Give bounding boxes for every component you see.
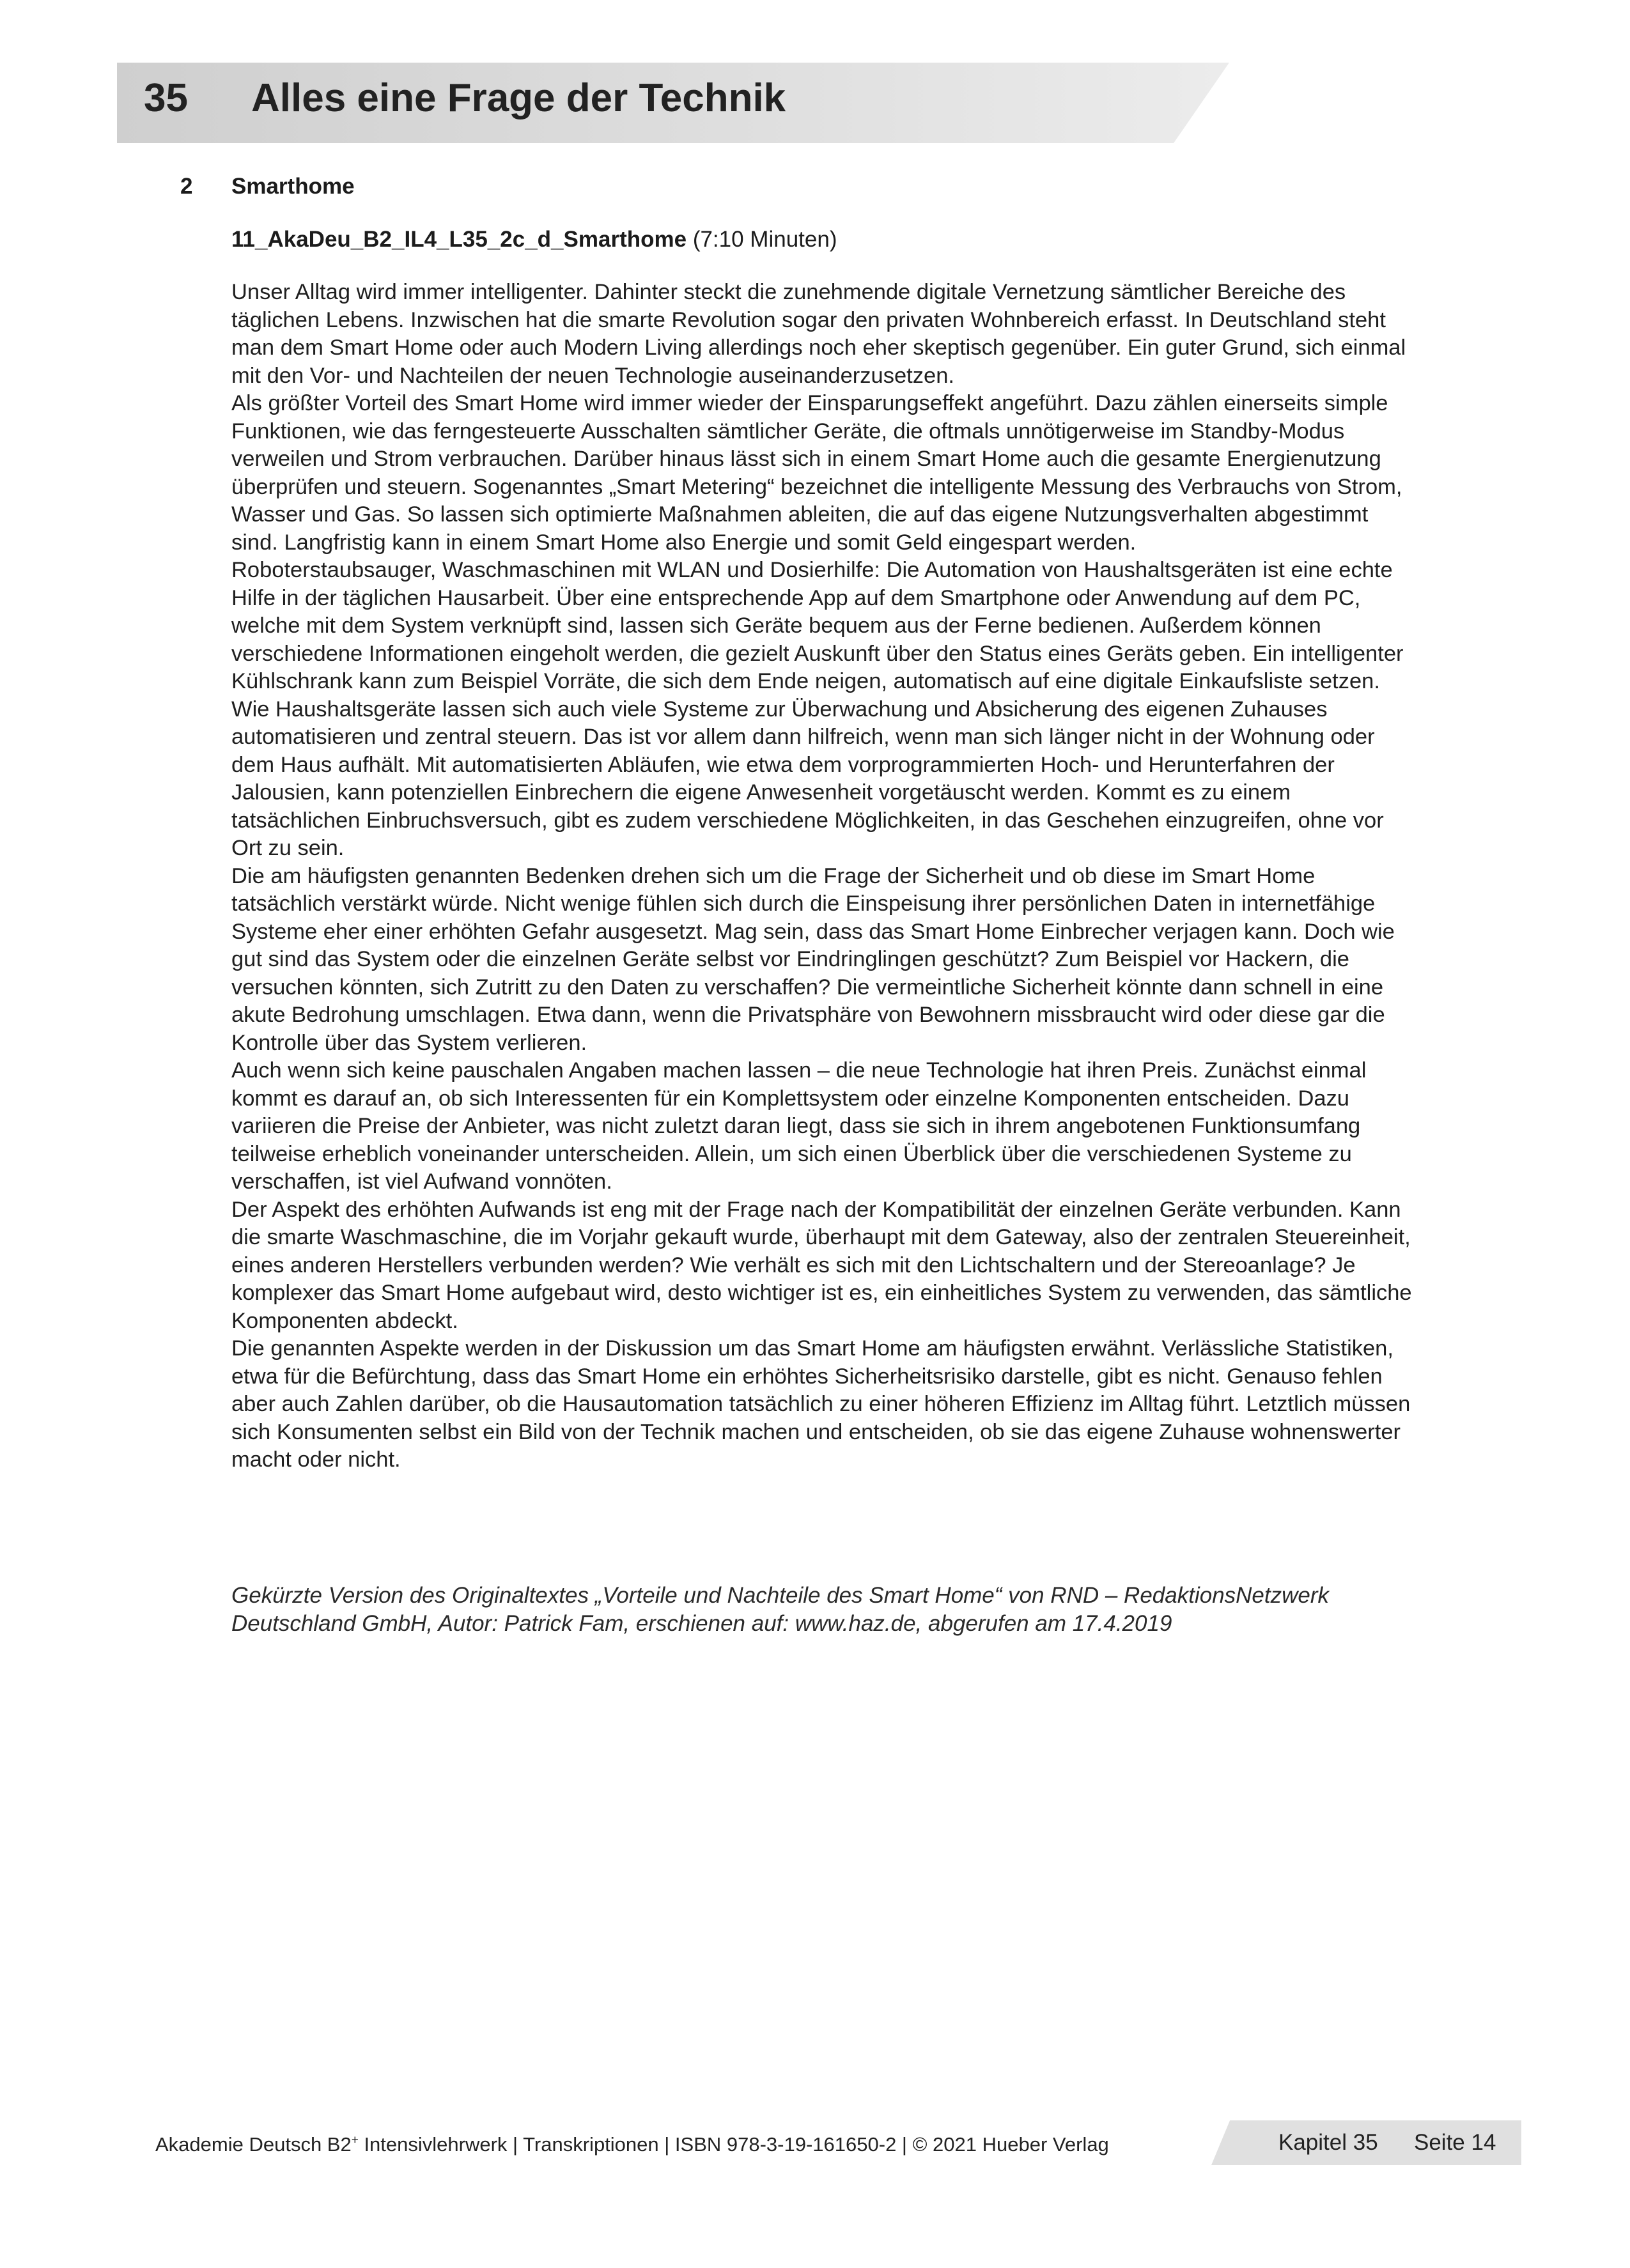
paragraph: Auch wenn sich keine pauschalen Angaben machen lassen – die neue Technologie hat ihren Preis. Zunächst einmal kommt es darauf an, ob sich Interessenten für ein Komplettsystem oder einzelne Komponenten entscheiden. Dazu variieren die Preise der Anbieter, was nicht zuletzt daran liegt, dass sie sich in ihrem angebotenen Funktionsumfang teilweise erheblich voneinander unterscheiden. Allein, um sich einen Überblick über die verschiedenen Systeme zu verschaffen, ist viel Aufwand vonnöten. <box>231 1058 1367 1194</box>
paragraph: Der Aspekt des erhöhten Aufwands ist eng mit der Frage nach der Kompatibilität der einzelnen Geräte verbunden. Kann die smarte Waschmaschine, die im Vorjahr gekauft wurde, überhaupt mit dem Gateway, also der zentralen Steuereinheit, eines anderen Herstellers verbunden werden? Wie verhält es sich mit den Lichtschaltern und der Stereoanlage? Je komplexer das Smart Home aufgebaut wird, desto wichtiger ist es, ein einheitliches System zu verwenden, das sämtliche Komponenten abdeckt. <box>231 1197 1412 1333</box>
footer-book-rest: Intensivlehrwerk | Transkriptionen | ISBN 978-3-19-161650-2 | © 2021 Hueber Verlag <box>358 2133 1109 2156</box>
paragraph: Wie Haushaltsgeräte lassen sich auch viele Systeme zur Überwachung und Absicherung des eigenen Zuhauses automatisieren und zentral steuern. Das ist vor allem dann hilfreich, wenn man sich länger nicht in der Wohnung oder dem Haus aufhält. Mit automatisierten Abläufen, wie etwa dem vorprogrammierten Hoch- und Herunterfahren der Jalousien, kann potenziellen Einbrechern die eigene Anwesenheit vorgetäuscht werden. Kommt es zu einem tatsächlichen Einbruchsversuch, gibt es zudem verschiedene Möglichkeiten, in das Geschehen einzugreifen, ohne vor Ort zu sein. <box>231 697 1384 860</box>
section-number: 2 <box>180 174 193 199</box>
paragraph: Unser Alltag wird immer intelligenter. Dahinter steckt die zunehmende digitale Vernetzung sämtlicher Bereiche des täglichen Lebens. Inzwischen hat die smarte Revolution sogar den privaten Wohnbereich erfasst. In Deutschland steht man dem Smart Home oder auch Modern Living allerdings noch eher skeptisch gegenüber. Ein guter Grund, sich einmal mit den Vor- und Nachteilen der neuen Technologie auseinanderzusetzen. <box>231 280 1406 388</box>
paragraph: Als größter Vorteil des Smart Home wird immer wieder der Einsparungseffekt angeführt. Dazu zählen einerseits simple Funktionen, wie das ferngesteuerte Ausschalten sämtlicher Geräte, die oftmals unnötigerweise im Standby-Modus verweilen und Strom verbrauchen. Darüber hinaus lässt sich in einem Smart Home auch die gesamte Energienutzung überprüfen und steuern. Sogenanntes „Smart Metering“ bezeichnet die intelligente Messung des Verbrauchs von Strom, Wasser und Gas. So lassen sich optimierte Maßnahmen ableiten, die auf das eigene Nutzungsverhalten abgestimmt sind. Langfristig kann in einem Smart Home also Energie und somit Geld eingespart werden. <box>231 391 1402 555</box>
section-title: Smarthome <box>231 174 355 199</box>
track-line <box>231 227 837 252</box>
paragraph: Die am häufigsten genannten Bedenken drehen sich um die Frage der Sicherheit und ob diese im Smart Home tatsächlich verstärkt würde. Nicht wenige fühlen sich durch die Einspeisung ihrer persönlichen Daten in internetfähige Systeme eher einer erhöhten Gefahr ausgesetzt. Mag sein, dass das Smart Home Einbrecher verjagen kann. Doch wie gut sind das System oder die einzelnen Geräte selbst vor Eindringlingen geschützt? Zum Beispiel vor Hackern, die versuchen könnten, sich Zutritt zu den Daten zu verschaffen? Die vermeintliche Sicherheit könnte dann schnell in eine akute Bedrohung umschlagen. Etwa dann, wenn die Privatsphäre von Bewohnern missbraucht wird oder diese gar die Kontrolle über das System verlieren. <box>231 863 1395 1055</box>
footer-book-info <box>155 2133 1109 2156</box>
transcript-body <box>231 279 1414 1474</box>
track-id: 11_AkaDeu_B2_IL4_L35_2c_d_Smarthome <box>231 227 687 252</box>
footer-chapter: Kapitel 35 <box>1278 2130 1378 2155</box>
paragraph: Die genannten Aspekte werden in der Diskussion um das Smart Home am häufigsten erwähnt. Verlässliche Statistiken, etwa für die Befürchtung, dass das Smart Home ein erhöhtes Sicherheitsrisiko darstelle, gibt es nicht. Genauso fehlen aber auch Zahlen darüber, ob die Hausautomation tatsächlich zu einer höheren Effizienz im Alltag führt. Letztlich müssen sich Konsumenten selbst ein Bild von der Technik machen und entscheiden, ob sie das eigene Zuhause wohnenswerter macht oder nicht. <box>231 1336 1411 1472</box>
footer-book-sup: + <box>351 2133 359 2147</box>
track-duration: (7:10 Minuten) <box>692 227 837 252</box>
paragraph: Roboterstaubsauger, Waschmaschinen mit WLAN und Dosierhilfe: Die Automation von Haushaltsgeräten ist eine echte Hilfe in der täglichen Hausarbeit. Über eine entsprechende App auf dem Smartphone oder Anwendung auf dem PC, welche mit dem System verknüpft sind, lassen sich Geräte bequem aus der Ferne bedienen. Außerdem können verschiedene Informationen eingeholt werden, die gezielt Auskunft über den Status eines Geräts geben. Ein intelligenter Kühlschrank kann zum Beispiel Vorräte, die sich dem Ende neigen, automatisch auf eine digitale Einkaufsliste setzen. <box>231 558 1404 693</box>
chapter-number: 35 <box>144 76 188 120</box>
footer-page-number: Seite 14 <box>1414 2130 1496 2155</box>
footer-book-prefix: Akademie Deutsch B2 <box>155 2133 352 2156</box>
chapter-title: Alles eine Frage der Technik <box>251 76 786 120</box>
source-citation: Gekürzte Version des Originaltextes „Vorteile und Nachteile des Smart Home“ von RND – RedaktionsNetzwerk Deutschland GmbH, Autor: Patrick Fam, erschienen auf: www.haz.de, abgerufen am 17.4.2019 <box>231 1583 1330 1636</box>
